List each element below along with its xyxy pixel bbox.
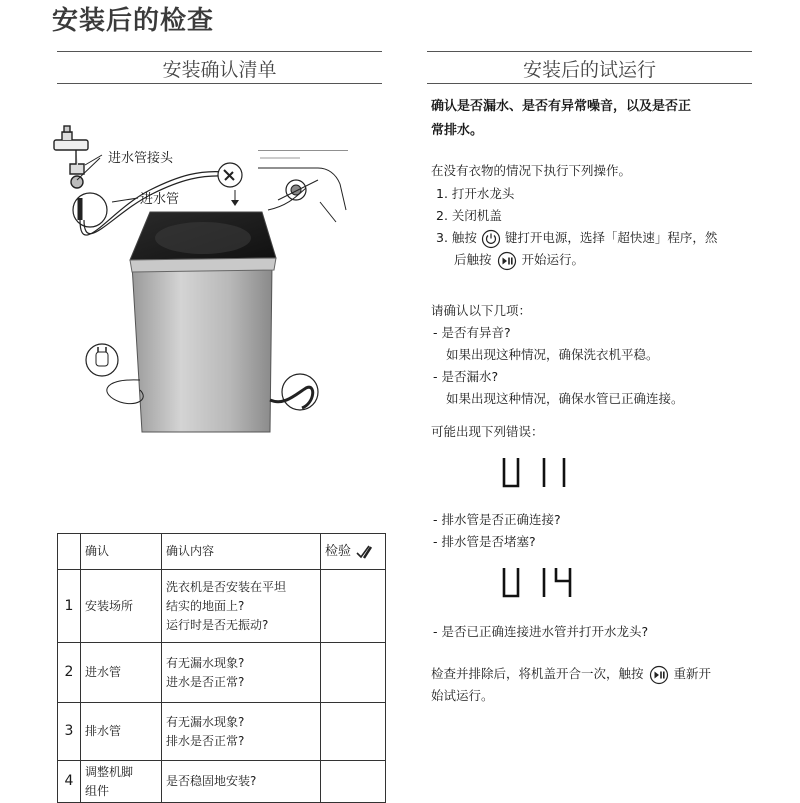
table-row-content [162, 643, 321, 703]
table-row-content [162, 761, 321, 803]
table-row-item: 进水管 [81, 643, 162, 703]
item-line: 调整机脚 [85, 764, 134, 779]
installation-checklist-table [57, 533, 386, 803]
table-header-check-label: 检验 [325, 544, 352, 559]
content-line: 进水是否正常? [166, 674, 245, 689]
left-section-top-rule [57, 51, 382, 52]
start-pause-icon [496, 251, 518, 271]
label-inlet-hose-joint: 进水管接头 [108, 151, 174, 166]
content-line: 运行时是否无振动? [166, 617, 269, 632]
table-row-item: 安装场所 [81, 570, 162, 643]
step-3-part-a: 3. 触按 [436, 230, 477, 245]
content-line: 洗衣机是否安装在平坦 [166, 579, 287, 594]
table-row-check-cell[interactable] [321, 643, 386, 703]
content-line: 是否稳固地安装? [166, 774, 257, 788]
errors-title: 可能出现下列错误： [431, 424, 544, 439]
confirm-title: 请确认以下几项： [431, 303, 532, 318]
table-row-check-cell[interactable] [321, 761, 386, 803]
error-code-u14-text [590, 570, 592, 571]
start-pause-icon [648, 665, 670, 685]
content-line: 结实的地面上? [166, 598, 245, 613]
power-icon [481, 229, 501, 249]
content-line: 有无漏水现象? [166, 655, 245, 670]
item-line: 组件 [85, 783, 110, 798]
table-row [58, 761, 386, 803]
table-row-number: 3 [58, 703, 81, 761]
error-code-u11-text [590, 460, 592, 461]
question-noise: - 是否有异音? [433, 325, 511, 340]
right-section-top-rule [427, 51, 752, 52]
table-row-item [81, 761, 162, 803]
table-row [58, 570, 386, 643]
table-header-confirm: 确认 [81, 534, 162, 570]
label-inlet-hose: 进水管 [140, 192, 180, 207]
pre-steps-text: 在没有衣物的情况下执行下列操作。 [431, 163, 632, 178]
right-section-title: 安装后的试运行 [522, 59, 656, 81]
table-header-row [58, 534, 386, 570]
left-section-bottom-rule [57, 83, 382, 84]
table-row-content [162, 570, 321, 643]
step-3-continued [454, 249, 584, 271]
table-row [58, 703, 386, 761]
faucet-icon [54, 126, 88, 188]
table-row-number: 1 [58, 570, 81, 643]
step-3-part-d: 开始运行。 [521, 252, 584, 267]
step-2: 2. 关闭机盖 [436, 208, 502, 223]
intro-line-1: 确认是否漏水、是否有异常噪音，以及是否正 [431, 99, 692, 114]
step-3-part-c: 后触按 [454, 252, 492, 267]
error1-question-2: - 排水管是否堵塞? [433, 534, 536, 549]
table-row-number: 2 [58, 643, 81, 703]
intro-text [431, 95, 691, 143]
step-3 [436, 227, 717, 249]
page-title: 安装后的检查 [52, 6, 215, 36]
question-leak: - 是否漏水? [433, 369, 499, 384]
answer-noise: 如果出现这种情况，确保洗衣机平稳。 [446, 347, 659, 362]
table-header-content: 确认内容 [162, 534, 321, 570]
step-1: 1. 打开水龙头 [436, 186, 515, 201]
table-row-content [162, 703, 321, 761]
table-row-number: 4 [58, 761, 81, 803]
table-row-item: 排水管 [81, 703, 162, 761]
table-header-check [321, 534, 386, 570]
right-section-bottom-rule [427, 83, 752, 84]
left-section-title: 安装确认清单 [162, 59, 277, 81]
final-instruction [431, 663, 711, 685]
error-code-u11 [500, 455, 580, 491]
final-part-b: 重新开 [673, 666, 711, 681]
error1-question-1: - 排水管是否正确连接? [433, 512, 561, 527]
inlet-connection-detail [258, 150, 348, 225]
table-row-check-cell[interactable] [321, 703, 386, 761]
error-code-u14 [500, 565, 580, 601]
content-line: 有无漏水现象? [166, 714, 245, 729]
table-header-empty [58, 534, 81, 570]
final-continued: 始试运行。 [431, 688, 494, 703]
final-part-a: 检查并排除后，将机盖开合一次，触按 [431, 666, 644, 681]
answer-leak: 如果出现这种情况，确保水管已正确连接。 [446, 391, 684, 406]
error2-question-1: - 是否已正确连接进水管并打开水龙头? [433, 624, 649, 639]
check-pencil-icon [355, 544, 373, 560]
step-3-part-b: 键打开电源，选择「超快速」程序，然 [504, 230, 718, 245]
content-line: 排水是否正常? [166, 733, 245, 748]
table-row [58, 643, 386, 703]
intro-line-2: 常排水。 [431, 123, 484, 138]
table-row-check-cell[interactable] [321, 570, 386, 643]
